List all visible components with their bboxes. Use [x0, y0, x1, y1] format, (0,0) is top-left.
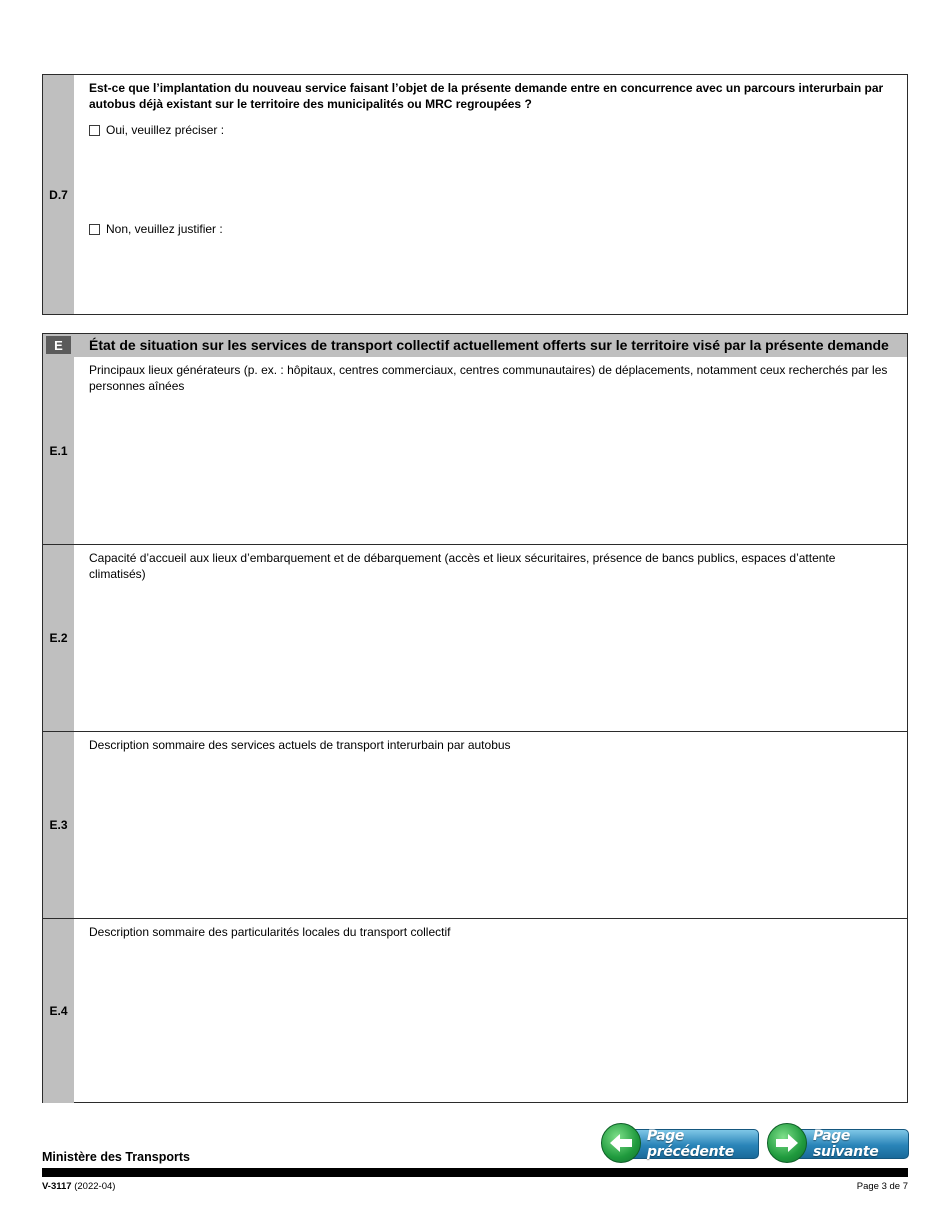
section-letter: [43, 334, 74, 356]
no-checkbox[interactable]: [89, 224, 100, 235]
yes-checkbox[interactable]: [89, 125, 100, 136]
next-button-label: Page suivante: [813, 1128, 879, 1160]
row-e1: [43, 357, 907, 544]
row-d7: [43, 75, 907, 314]
section-e-header: [43, 334, 907, 357]
form-code: V-3117: [42, 1181, 72, 1192]
option-yes[interactable]: [89, 123, 224, 137]
section-e: [42, 333, 908, 1103]
row-content[interactable]: [74, 357, 907, 544]
row-content: [74, 75, 907, 314]
row-content[interactable]: [74, 919, 907, 1103]
row-code: D.7: [43, 75, 74, 314]
form-number: [42, 1181, 115, 1192]
no-label: Non, veuillez justifier :: [106, 222, 223, 236]
row-label: Description sommaire des particularités locales du transport collectif: [89, 925, 451, 939]
row-code: E.1: [43, 357, 74, 544]
row-label: Capacité d’accueil aux lieux d’embarquement et de débarquement (accès et lieux sécuritaires, présence de bancs publics, espaces d’attente climatisés): [89, 551, 836, 581]
row-content[interactable]: [74, 732, 907, 918]
page-number: Page 3 de 7: [856, 1181, 908, 1192]
next-page-button[interactable]: [767, 1123, 909, 1165]
row-e2: [43, 544, 907, 731]
prev-page-button[interactable]: [601, 1123, 759, 1165]
row-content[interactable]: [74, 545, 907, 731]
d7-question: Est-ce que l’implantation du nouveau service faisant l’objet de la présente demande entre en concurrence avec un parcours interurbain par autobus déjà existant sur le territoire des municipalités ou MRC regroupées ?: [89, 81, 884, 111]
section-letter-badge: E: [46, 336, 71, 354]
row-e3: [43, 731, 907, 918]
row-e4: [43, 918, 907, 1103]
arrow-left-icon: [601, 1123, 641, 1163]
ministry-name: Ministère des Transports: [42, 1150, 190, 1164]
yes-label: Oui, veuillez préciser :: [106, 123, 225, 137]
row-code: E.2: [43, 545, 74, 731]
prev-button-label: Page précédente: [647, 1128, 734, 1160]
footer-rule: [42, 1168, 908, 1177]
option-no[interactable]: [89, 222, 223, 236]
arrow-right-icon: [767, 1123, 807, 1163]
row-code: E.3: [43, 732, 74, 918]
row-label: Principaux lieux générateurs (p. ex. : hôpitaux, centres commerciaux, centres communautaires) de déplacements, notamment ceux recherchés par les personnes aînées: [89, 363, 888, 393]
section-title: État de situation sur les services de transport collectif actuellement offerts sur le territoire visé par la présente demande: [74, 334, 907, 356]
form-date: (2022-04): [74, 1181, 116, 1192]
section-d7: [42, 74, 908, 315]
row-code: E.4: [43, 919, 74, 1103]
row-label: Description sommaire des services actuels de transport interurbain par autobus: [89, 738, 511, 752]
